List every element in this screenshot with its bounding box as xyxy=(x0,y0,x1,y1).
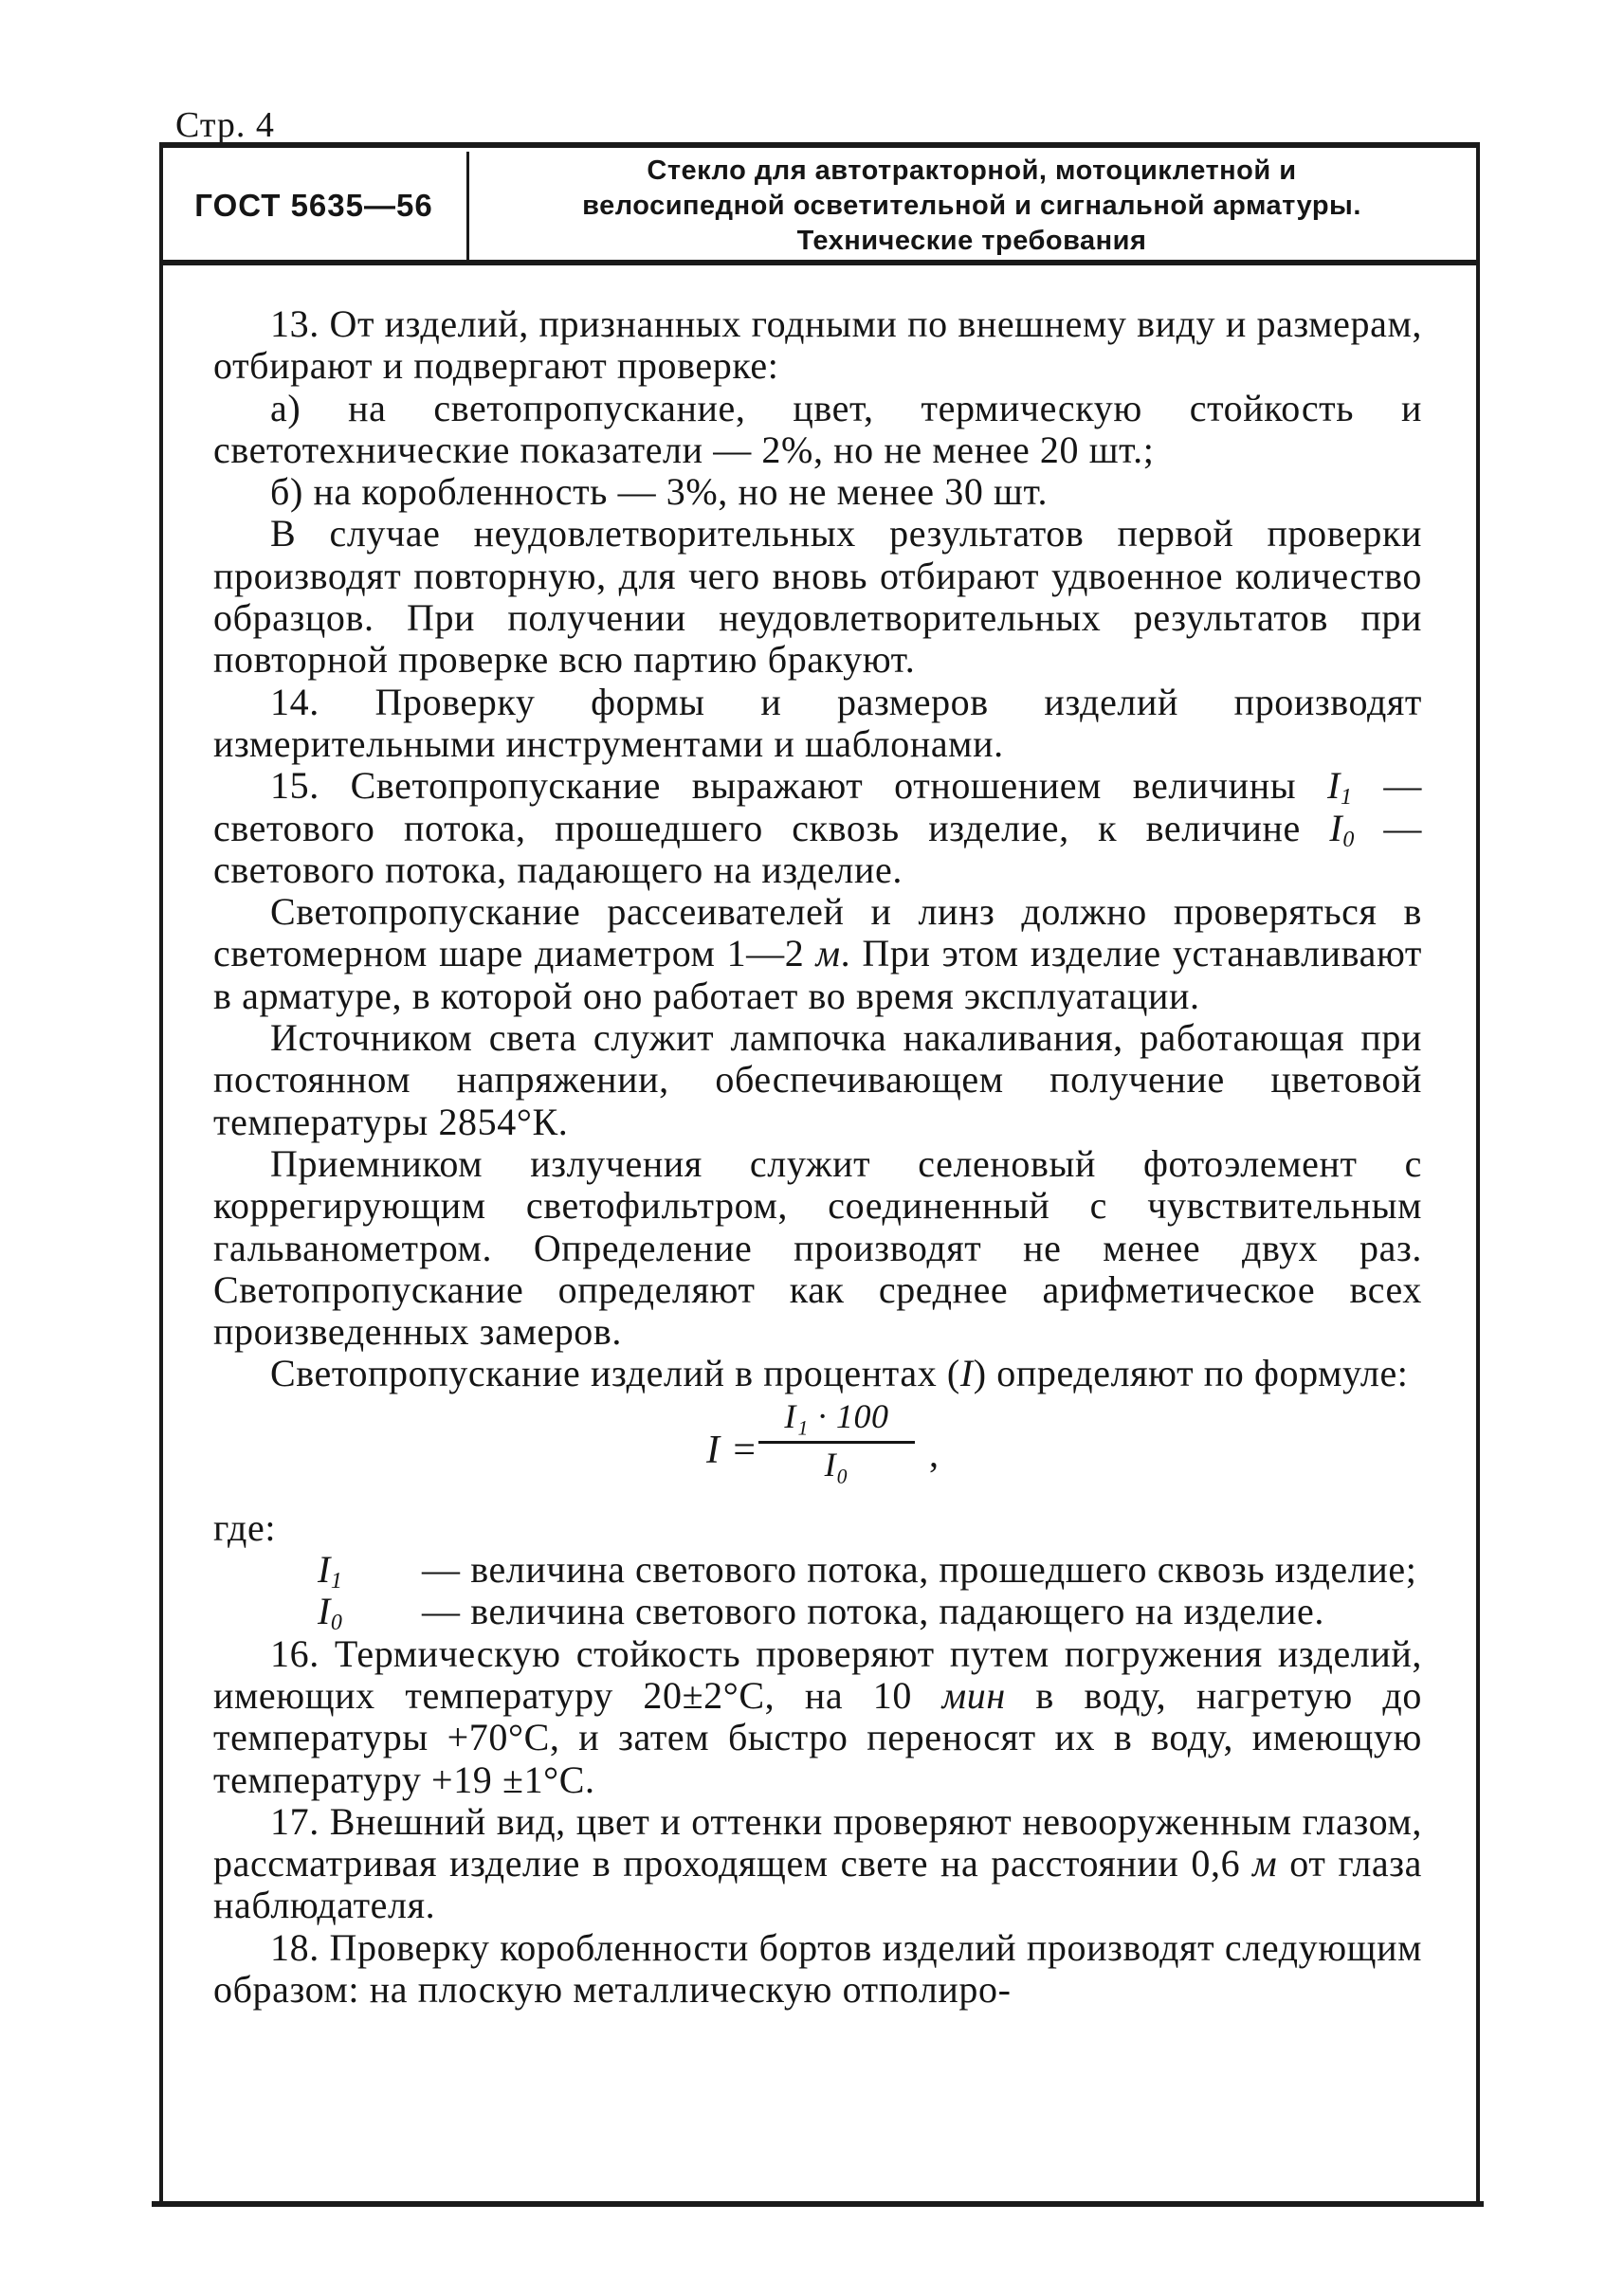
header-divider xyxy=(466,152,469,260)
clause-15-source: Источником света служит лампочка накаливания, работающая при постоянном напряжении, обеспечивающем получение цветовой температуры 2854°К. xyxy=(213,1016,1422,1143)
standard-code: ГОСТ 5635—56 xyxy=(194,188,433,223)
clause-13-a: а) на светопропускание, цвет, термическую стойкость и светотехнические показатели — 2%, но не менее 20 шт.; xyxy=(213,386,1422,471)
bottom-rule xyxy=(152,2201,1484,2207)
header-rule xyxy=(159,260,1480,265)
symbol-i0: $I_0$ xyxy=(1329,806,1355,852)
clause-15-formula-intro: Светопропускание изделий в процентах (I) определяют по формуле: xyxy=(270,1352,1409,1395)
clause-15: 15. Светопропускание выражают отношением величины $I_1$ — светового потока, прошедшего сквозь изделие, к величине $I_0$ — светового потока, падающего на изделие. xyxy=(213,764,1422,891)
formula-fraction xyxy=(758,1395,915,1485)
formula-denominator: I₀ xyxy=(824,1445,849,1484)
clause-17: 17. Внешний вид, цвет и оттенки проверяют невооруженным глазом, рассматривая изделие в проходящем свете на расстоянии 0,6 м от глаза наблюдателя. xyxy=(213,1799,1423,1927)
where-label: где: xyxy=(213,1505,277,1549)
definition-i1: $I_1$ — величина светового потока, прошедшего сквозь изделие; xyxy=(318,1548,1417,1594)
clause-18: 18. Проверку коробленности бортов изделий производят следующим образом: на плоскую металлическую отполиро- xyxy=(213,1925,1422,2011)
formula-comma: , xyxy=(929,1431,940,1475)
symbol-i1: $I_1$ xyxy=(1327,764,1353,811)
clause-13: 13. От изделий, признанных годными по внешнему виду и размерам, отбирают и подвергают проверке: xyxy=(213,302,1422,388)
title-line-2: велосипедной осветительной и сигнальной арматуры. xyxy=(582,190,1361,221)
document-body xyxy=(213,303,1422,2011)
formula-lhs: I = xyxy=(706,1428,758,1472)
clause-16: 16. Термическую стойкость проверяют путем погружения изделий, имеющих температуру 20±2°С, на 10 мин в воду, нагретую до температуры +70°С, и затем быстро переносят их в воду, имеющую температуру +19 ±1°С. xyxy=(213,1631,1422,1801)
clause-14: 14. Проверку формы и размеров изделий производят измерительными инструментами и шаблонами. xyxy=(213,680,1422,765)
standard-title xyxy=(474,152,1469,260)
title-line-1: Стекло для автотракторной, мотоциклетной и xyxy=(647,155,1297,186)
clause-15-sphere: Светопропускание рассеивателей и линз должно проверяться в светомерном шаре диаметром 1—2 м. При этом изделие устанавливают в арматуре, в которой оно работает во время эксплуатации. xyxy=(213,890,1422,1017)
clause-13-retest: В случае неудовлетворительных результатов первой проверки производят повторную, для чего вновь отбирают удвоенное количество образцов. При получении неудовлетворительных результатов при повторной проверке всю партию бракуют. xyxy=(213,512,1422,682)
page-number: Стр. 4 xyxy=(175,105,275,145)
title-line-3: Технические требования xyxy=(796,225,1147,256)
formula-numerator: I₁ · 100 xyxy=(784,1396,889,1435)
definition-i0: $I_0$ — величина светового потока, падающего на изделие. xyxy=(318,1590,1324,1636)
clause-15-receiver: Приемником излучения служит селеновый фотоэлемент с коррегирующим светофильтром, соединенный с чувствительным гальванометром. Определение производят не менее двух раз. Светопропускание определяют как среднее арифметическое всех произведенных замеров. xyxy=(213,1141,1422,1354)
clause-13-b: б) на коробленность — 3%, но не менее 30 шт. xyxy=(270,470,1049,514)
transmittance-formula xyxy=(213,1395,1422,1502)
